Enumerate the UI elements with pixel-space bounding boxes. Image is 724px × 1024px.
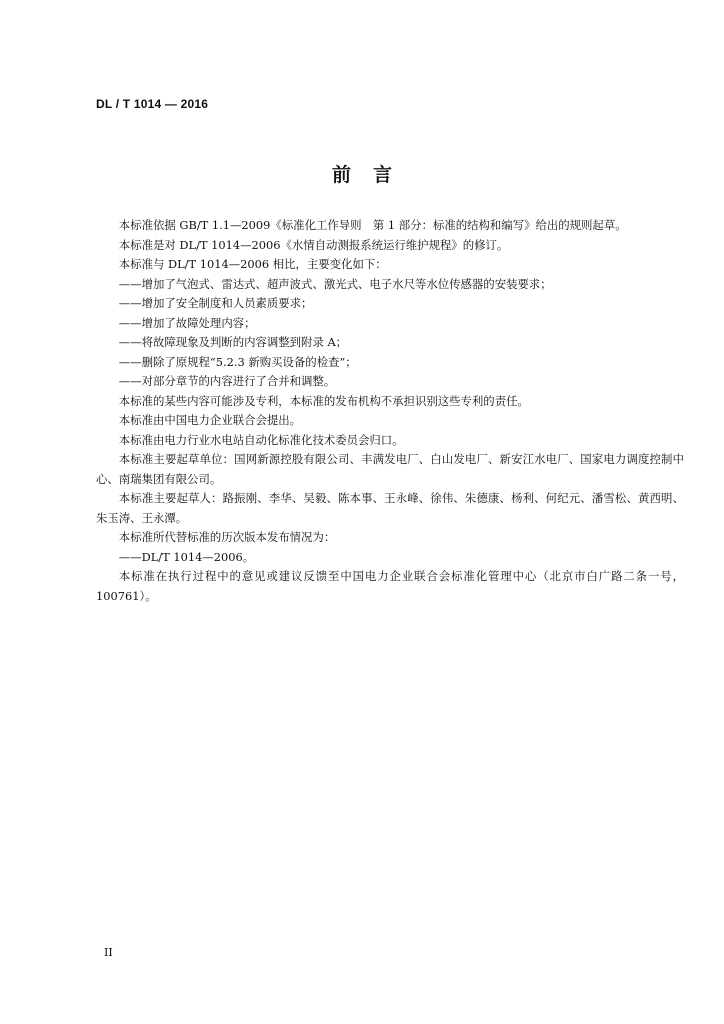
change-item: ——删除了原规程“5.2.3 新购买设备的检查”； bbox=[118, 354, 357, 369]
history-item: ——DL/T 1014—2006。 bbox=[118, 549, 255, 564]
paragraph-history-intro: 本标准所代替标准的历次版本发布情况为： bbox=[118, 530, 336, 544]
change-item: ——将故障现象及判断的内容调整到附录 A； bbox=[118, 335, 348, 349]
page-number: II bbox=[104, 946, 113, 959]
page-title: 前言 bbox=[331, 164, 414, 186]
paragraph-patent: 本标准的某些内容可能涉及专利，本标准的发布机构不承担识别这些专利的责任。 bbox=[118, 393, 529, 408]
change-item: ——增加了故障处理内容； bbox=[118, 315, 256, 330]
paragraph-feedback: 本标准在执行过程中的意见或建议反馈至中国电力企业联合会标准化管理中心（北京市白广路二条一号，100761）。 bbox=[96, 569, 684, 603]
paragraph-proposer: 本标准由中国电力企业联合会提出。 bbox=[118, 413, 302, 427]
paragraph-committee: 本标准由电力行业水电站自动化标准化技术委员会归口。 bbox=[118, 432, 404, 447]
paragraph-drafters: 本标准主要起草人：路振刚、李华、吴毅、陈本事、王永峰、徐伟、朱德康、杨利、何纪元、潘雪松、黄西明、朱玉涛、王永潭。 bbox=[96, 491, 684, 525]
foreword-body bbox=[96, 216, 684, 606]
change-item: ——增加了气泡式、雷达式、超声波式、激光式、电子水尺等水位传感器的安装要求； bbox=[118, 276, 552, 291]
change-item: ——增加了安全制度和人员素质要求； bbox=[118, 296, 313, 310]
change-item: ——对部分章节的内容进行了合并和调整。 bbox=[118, 374, 336, 388]
paragraph-drafting-units: 本标准主要起草单位：国网新源控股有限公司、丰满发电厂、白山发电厂、新安江水电厂、国家电力调度控制中心、南瑞集团有限公司。 bbox=[96, 452, 684, 486]
paragraph-revision: 本标准是对 DL/T 1014—2006《水情自动测报系统运行维护规程》的修订。 bbox=[118, 237, 509, 252]
document-id-header: DL / T 1014 — 2016 bbox=[96, 97, 209, 111]
paragraph-changes-intro: 本标准与 DL/T 1014—2006 相比，主要变化如下： bbox=[118, 257, 387, 271]
paragraph-basis: 本标准依据 GB/T 1.1—2009《标准化工作导则 第 1 部分：标准的结构和编写》给出的规则起草。 bbox=[118, 218, 627, 232]
